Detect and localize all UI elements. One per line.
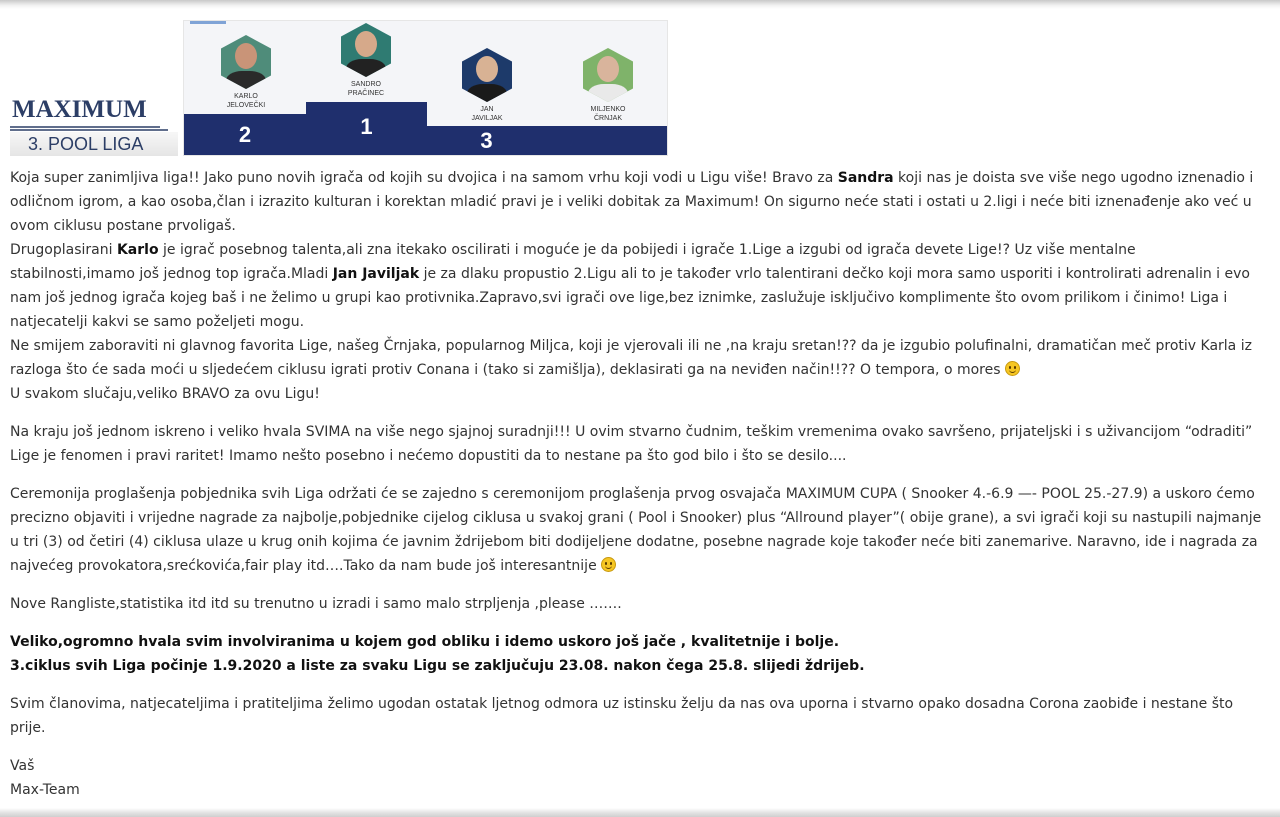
smiley-icon <box>601 557 616 572</box>
bottom-shadow <box>0 808 1280 817</box>
player-third <box>459 48 515 123</box>
logo-subtitle: 3. POOL LIGA <box>28 134 144 154</box>
podium-image <box>183 20 668 156</box>
podium-block-third <box>427 126 668 156</box>
podium-block-second <box>184 114 306 156</box>
player-fourth <box>580 48 636 123</box>
article-body <box>10 166 1262 816</box>
smiley-icon <box>1005 361 1020 376</box>
article-text: je za dlaku propustio 2.Ligu ali to je također vrlo talentirani dečko koji mora samo usporiti i kontrolirati adrenalin i evo nam još jednog igrača kojeg baš i ne želimo u grupi kao protivnika.Zapravo,svi igrači ove lige,bez iznimke, zaslužuje isključivo komplimente što ovom prilikom i činimo! Liga i natjecatelji kakvi se samo poželjeti mogu. <box>10 266 1250 330</box>
signature-line: Vaš <box>10 758 35 774</box>
article-bold-text: 3.ciklus svih Liga počinje 1.9.2020 a liste za svaku Ligu se zaključuju 23.08. nakon čega 25.8. slijedi ždrijeb. <box>10 658 865 674</box>
player-last-name: ČRNJAK <box>593 115 622 122</box>
article-text: U svakom slučaju,veliko BRAVO za ovu Ligu! <box>10 386 320 402</box>
player-photo-karlo <box>221 35 271 89</box>
article-paragraph-thanks: Na kraju još jednom iskreno i veliko hvala SVIMA na više nego sjajnoj suradnji!!! U ovim stvarno čudnim, teškim vremenima ovako savršeno, prijateljski i s uživancijom “odraditi” Lige je fenomen i pravi raritet! Imamo nešto posebno i nećemo dopustiti da to nestane pa što god bilo i što se desilo.... <box>10 424 1253 464</box>
article-text: Ceremonija proglašenja pobjednika svih Liga održati će se zajedno s ceremonijom proglašenja prvog osvajača MAXIMUM CUPA ( Snooker 4.-6.9 —- POOL 25.-27.9) a uskoro ćemo precizno objaviti i vrijedne nagrade za najbolje,pobjednike cijelog ciklusa u svakoj grani ( Pool i Snooker) plus “Allround player”( obije grane), a svi igrači koji su nastupili najmanje u tri (3) od četiri (4) ciklusa ulaze u krug onih kojima će javnim ždrijebom biti dodijeljene dodatne, posebne nagrade koje također neće biti zanemarive. Naravno, ide i nagrada za najvećeg provokatora,srećkovića,fair play itd….Tako da nam bude još interesantnije <box>10 486 1262 574</box>
player-first-name: MILJENKO <box>590 106 626 113</box>
article-paragraph-announcement <box>10 630 1262 678</box>
player-last-name: PRAČINEC <box>347 90 385 97</box>
article-text: Ne smijem zaboraviti ni glavnog favorita Lige, našeg Črnjaka, popularnog Miljca, koji je vjerovali ili ne ,na kraju sretan!?? da je izgubio polufinalni, dramatičan meč protiv Karla iz razloga što će sada moći u sljedećem ciklusu igrati protiv Conana i (tako si zamišlja), deklasirati ga na neviđen način!!?? O tempora, o mores <box>10 338 1252 378</box>
article-player-name: Sandra <box>837 170 894 186</box>
article-bold-text: Veliko,ogromno hvala svim involviranima u kojem god obliku i idemo uskoro još jače , kvalitetnije i bolje. <box>10 634 840 650</box>
podium-place-number: 3 <box>480 128 493 153</box>
player-photo-jan <box>462 48 512 102</box>
player-first-name: KARLO <box>234 93 258 100</box>
maximum-logo <box>10 92 178 158</box>
player-first <box>338 23 394 98</box>
player-last-name: JAVILJAK <box>471 115 503 122</box>
article-paragraph-ceremony <box>10 482 1262 578</box>
logo-subtitle-bar <box>10 132 178 156</box>
player-last-name: JELOVEČKI <box>226 102 266 109</box>
article-player-name: Jan Javiljak <box>332 266 420 282</box>
article-text: je igrač posebnog talenta,ali zna itekako oscilirati i moguće je da pobijedi i igrače 1.Lige a izgubi od igrača devete Lige!? Uz više mentalne stabilnosti,imamo još jednog top igrača.Mladi <box>10 242 1136 282</box>
player-second <box>218 35 274 110</box>
article-paragraph-wishes: Svim članovima, natjecateljima i pratiteljima želimo ugodan ostatak ljetnog odmora uz istinsku želju da nas ova uporna i stvarno opako dosadna Corona zaobiđe i nestane što prije. <box>10 696 1234 736</box>
player-first-name: SANDRO <box>351 81 381 88</box>
article-player-name: Karlo <box>116 242 159 258</box>
article-signature <box>10 754 1262 802</box>
player-first-name: JAN <box>480 106 494 113</box>
article-text: Koja super zanimljiva liga!! Jako puno novih igrača od kojih su dvojica i na samom vrhu koji vodi u Ligu više! Bravo za <box>10 170 838 186</box>
player-photo-sandro <box>341 23 391 77</box>
article-paragraph-results <box>10 166 1262 406</box>
logo-wordmark: MAXIMUM <box>12 96 147 123</box>
article-text: Drugoplasirani <box>10 242 117 258</box>
top-shadow <box>0 0 1280 9</box>
podium-block-first <box>306 102 427 156</box>
podium-tab-marker <box>190 21 226 24</box>
signature-team: Max-Team <box>10 782 80 798</box>
player-photo-miljenko <box>583 48 633 102</box>
article-text: koji nas je doista sve više nego ugodno iznenadio i odličnom igrom, a kao osoba,član i izrazito kulturan i korektan mladić pravi je i veliki dobitak za Maximum! On sigurno neće stati i ostati u 2.ligi i neće biti iznenađenje ako već u ovom ciklusu postane prvoligaš. <box>10 170 1254 234</box>
podium-place-number: 1 <box>360 114 373 139</box>
podium-place-number: 2 <box>238 122 252 147</box>
article-paragraph-rankings: Nove Rangliste,statistika itd itd su trenutno u izradi i samo malo strpljenja ,please ……. <box>10 596 622 612</box>
